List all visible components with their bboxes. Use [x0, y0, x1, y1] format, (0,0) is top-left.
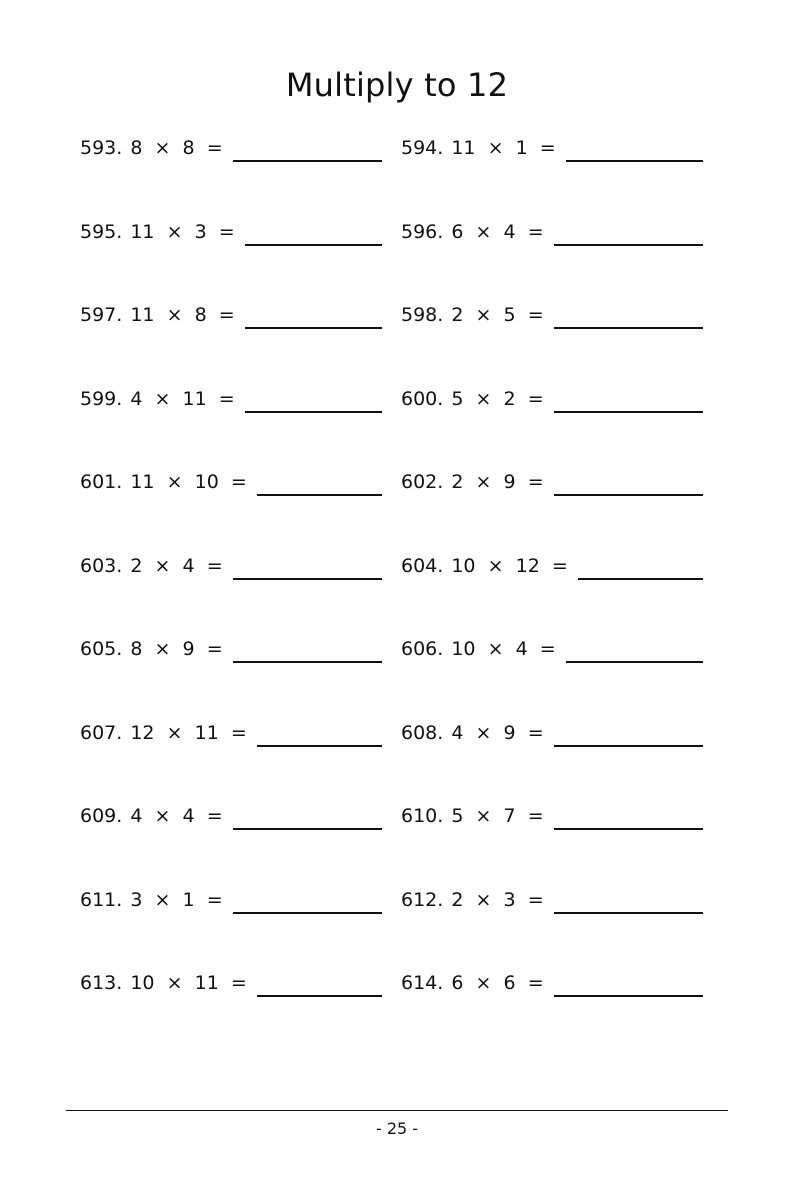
problem-number: 611. [80, 888, 123, 911]
multiply-symbol: × [475, 304, 492, 326]
equals-symbol: = [527, 721, 544, 744]
problem-row [0, 963, 794, 1003]
problem-number: 599. [80, 387, 123, 410]
problem-number: 594. [401, 137, 444, 159]
problem-number: 596. [401, 220, 444, 243]
operand-a: 8 [130, 137, 143, 159]
problem-row [0, 295, 794, 335]
problem-number: 608. [401, 721, 444, 744]
answer-blank[interactable] [233, 790, 382, 830]
answer-blank[interactable] [245, 373, 382, 413]
operand-b: 5 [503, 304, 516, 326]
equals-symbol: = [527, 805, 544, 827]
answer-blank[interactable] [257, 456, 382, 496]
equals-symbol: = [230, 972, 247, 994]
problem-item [401, 963, 703, 1003]
equals-symbol: = [527, 220, 544, 243]
answer-blank[interactable] [257, 957, 382, 997]
footer-divider [66, 1110, 728, 1111]
operand-b: 9 [503, 721, 516, 744]
problem-number: 605. [80, 638, 123, 660]
operand-a: 11 [130, 220, 155, 243]
operand-b: 3 [503, 888, 516, 911]
multiply-symbol: × [166, 304, 183, 326]
operand-a: 10 [451, 638, 476, 660]
multiply-symbol: × [166, 220, 183, 243]
problem-expression [451, 805, 543, 827]
problem-number: 602. [401, 471, 444, 493]
problem-row [0, 212, 794, 252]
problem-expression [130, 722, 247, 744]
operand-b: 8 [182, 137, 195, 159]
problem-expression [130, 805, 222, 827]
problem-row [0, 713, 794, 753]
operand-b: 4 [503, 220, 516, 243]
answer-blank[interactable] [578, 540, 703, 580]
equals-symbol: = [527, 471, 544, 493]
operand-a: 8 [130, 638, 143, 660]
operand-a: 10 [130, 972, 155, 994]
multiply-symbol: × [154, 638, 171, 660]
answer-blank[interactable] [233, 623, 382, 663]
problem-expression [451, 722, 543, 744]
problem-number: 598. [401, 304, 444, 326]
multiply-symbol: × [475, 888, 492, 911]
page-number: - 25 - [375, 1119, 419, 1138]
operand-b: 8 [194, 304, 207, 326]
operand-b: 11 [182, 387, 207, 410]
operand-b: 12 [515, 554, 540, 577]
answer-blank[interactable] [245, 289, 382, 329]
operand-b: 9 [182, 638, 195, 660]
problem-expression [130, 221, 234, 243]
page-title: Multiply to 12 [285, 66, 509, 104]
problem-number: 609. [80, 805, 123, 827]
problem-expression [451, 388, 543, 410]
operand-a: 6 [451, 220, 464, 243]
equals-symbol: = [539, 137, 556, 159]
problem-item [80, 462, 382, 502]
multiply-symbol: × [475, 805, 492, 827]
answer-blank[interactable] [233, 122, 382, 162]
problem-item [80, 963, 382, 1003]
operand-a: 3 [130, 888, 143, 911]
problem-expression [451, 638, 555, 660]
equals-symbol: = [551, 554, 568, 577]
operand-a: 4 [130, 387, 143, 410]
problem-expression [130, 638, 222, 660]
problem-number: 600. [401, 387, 444, 410]
multiply-symbol: × [166, 972, 183, 994]
problem-item [401, 796, 703, 836]
multiply-symbol: × [154, 554, 171, 577]
equals-symbol: = [527, 972, 544, 994]
problem-number: 607. [80, 721, 123, 744]
operand-b: 6 [503, 972, 516, 994]
operand-a: 11 [451, 137, 476, 159]
problem-number: 614. [401, 972, 444, 994]
multiply-symbol: × [487, 137, 504, 159]
operand-a: 5 [451, 805, 464, 827]
equals-symbol: = [218, 304, 235, 326]
problem-expression [130, 304, 234, 326]
problem-item [401, 295, 703, 335]
problem-item [80, 128, 382, 168]
answer-blank[interactable] [233, 540, 382, 580]
problem-number: 597. [80, 304, 123, 326]
multiply-symbol: × [166, 471, 183, 493]
operand-a: 4 [451, 721, 464, 744]
equals-symbol: = [539, 638, 556, 660]
operand-a: 11 [130, 304, 155, 326]
problem-row [0, 629, 794, 669]
problem-item [401, 128, 703, 168]
multiply-symbol: × [487, 554, 504, 577]
answer-blank[interactable] [566, 623, 703, 663]
problem-number: 603. [80, 554, 123, 577]
problem-expression [451, 972, 543, 994]
multiply-symbol: × [154, 137, 171, 159]
operand-b: 9 [503, 471, 516, 493]
operand-b: 2 [503, 387, 516, 410]
problem-row [0, 462, 794, 502]
operand-a: 2 [451, 471, 464, 493]
problem-expression [130, 137, 222, 159]
answer-blank[interactable] [233, 874, 382, 914]
problem-expression [451, 304, 543, 326]
problem-item [401, 880, 703, 920]
problem-number: 604. [401, 554, 444, 577]
problem-expression [451, 889, 543, 911]
problem-item [401, 546, 703, 586]
multiply-symbol: × [475, 972, 492, 994]
equals-symbol: = [206, 888, 223, 911]
operand-b: 4 [515, 638, 528, 660]
problem-expression [130, 388, 234, 410]
problem-expression [451, 137, 555, 159]
multiply-symbol: × [475, 721, 492, 744]
problem-item [80, 713, 382, 753]
answer-blank[interactable] [554, 957, 703, 997]
multiply-symbol: × [154, 387, 171, 410]
problem-item [80, 796, 382, 836]
problem-number: 613. [80, 972, 123, 994]
equals-symbol: = [527, 304, 544, 326]
answer-blank[interactable] [554, 373, 703, 413]
problem-item [80, 212, 382, 252]
multiply-symbol: × [475, 387, 492, 410]
operand-b: 11 [194, 721, 219, 744]
multiply-symbol: × [154, 805, 171, 827]
multiply-symbol: × [487, 638, 504, 660]
operand-a: 12 [130, 721, 155, 744]
multiply-symbol: × [154, 888, 171, 911]
problem-item [401, 713, 703, 753]
equals-symbol: = [230, 471, 247, 493]
operand-b: 4 [182, 554, 195, 577]
problem-row [0, 880, 794, 920]
problem-item [80, 379, 382, 419]
problem-item [80, 295, 382, 335]
problem-expression [130, 889, 222, 911]
problem-expression [451, 221, 543, 243]
answer-blank[interactable] [554, 206, 703, 246]
equals-symbol: = [527, 387, 544, 410]
operand-a: 4 [130, 805, 143, 827]
problem-item [80, 546, 382, 586]
equals-symbol: = [218, 220, 235, 243]
operand-a: 5 [451, 387, 464, 410]
operand-b: 7 [503, 805, 516, 827]
operand-b: 4 [182, 805, 195, 827]
problem-expression [130, 471, 247, 493]
problem-expression [130, 555, 222, 577]
problem-item [401, 462, 703, 502]
operand-b: 11 [194, 972, 219, 994]
equals-symbol: = [206, 137, 223, 159]
operand-b: 1 [515, 137, 528, 159]
answer-blank[interactable] [257, 707, 382, 747]
problem-row [0, 128, 794, 168]
problem-number: 601. [80, 471, 123, 493]
problem-item [401, 379, 703, 419]
problem-expression [130, 972, 247, 994]
problem-expression [451, 555, 568, 577]
operand-a: 11 [130, 471, 155, 493]
problem-number: 610. [401, 805, 444, 827]
multiply-symbol: × [475, 471, 492, 493]
problem-row [0, 796, 794, 836]
problem-number: 595. [80, 220, 123, 243]
equals-symbol: = [230, 721, 247, 744]
problem-number: 606. [401, 638, 444, 660]
answer-blank[interactable] [245, 206, 382, 246]
problem-item [401, 212, 703, 252]
answer-blank[interactable] [554, 874, 703, 914]
answer-blank[interactable] [554, 790, 703, 830]
problem-item [80, 880, 382, 920]
problem-number: 593. [80, 137, 123, 159]
multiply-symbol: × [475, 220, 492, 243]
equals-symbol: = [206, 554, 223, 577]
answer-blank[interactable] [554, 289, 703, 329]
multiply-symbol: × [166, 721, 183, 744]
operand-b: 3 [194, 220, 207, 243]
problem-expression [451, 471, 543, 493]
operand-a: 10 [451, 554, 476, 577]
operand-a: 2 [451, 888, 464, 911]
operand-a: 2 [130, 554, 143, 577]
problem-number: 612. [401, 888, 444, 911]
problem-item [401, 629, 703, 669]
answer-blank[interactable] [566, 122, 703, 162]
equals-symbol: = [527, 888, 544, 911]
problem-row [0, 546, 794, 586]
operand-b: 10 [194, 471, 219, 493]
problem-item [80, 629, 382, 669]
equals-symbol: = [206, 805, 223, 827]
answer-blank[interactable] [554, 707, 703, 747]
operand-a: 6 [451, 972, 464, 994]
problem-row [0, 379, 794, 419]
equals-symbol: = [206, 638, 223, 660]
operand-a: 2 [451, 304, 464, 326]
equals-symbol: = [218, 387, 235, 410]
operand-b: 1 [182, 888, 195, 911]
answer-blank[interactable] [554, 456, 703, 496]
